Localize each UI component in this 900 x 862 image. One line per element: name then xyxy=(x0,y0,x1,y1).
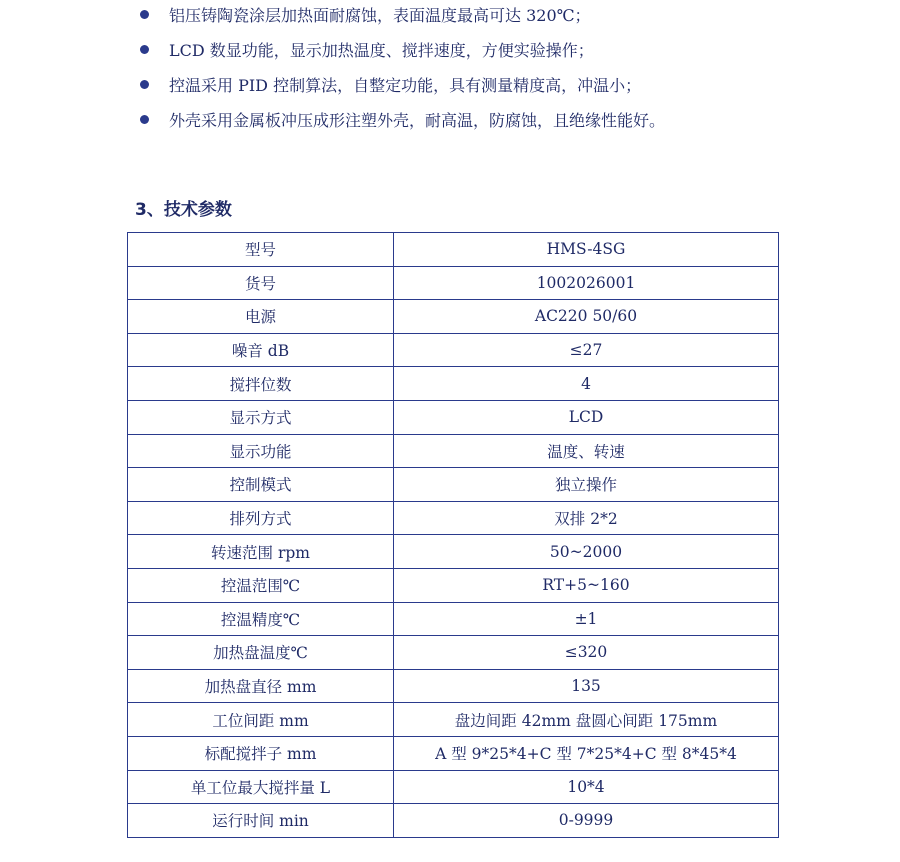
spec-key: 运行时间 min xyxy=(128,804,394,838)
spec-value: 10*4 xyxy=(394,770,779,804)
table-row xyxy=(128,535,779,569)
spec-value: 0-9999 xyxy=(394,804,779,838)
table-row xyxy=(128,468,779,502)
table-row xyxy=(128,333,779,367)
feature-item xyxy=(140,2,591,26)
table-row xyxy=(128,804,779,838)
bullet-dot-icon xyxy=(140,80,149,89)
feature-item xyxy=(140,107,665,131)
feature-text: 外壳采用金属板冲压成形注塑外壳，耐高温，防腐蚀，且绝缘性能好。 xyxy=(169,110,666,130)
spec-key: 噪音 dB xyxy=(128,333,394,367)
spec-value: 50~2000 xyxy=(394,535,779,569)
spec-value: 双排 2*2 xyxy=(394,501,779,535)
table-row xyxy=(128,434,779,468)
table-row xyxy=(128,602,779,636)
spec-key: 控制模式 xyxy=(128,468,394,502)
spec-value: ≤27 xyxy=(394,333,779,367)
spec-value: 盘边间距 42mm 盘圆心间距 175mm xyxy=(394,703,779,737)
table-row xyxy=(128,736,779,770)
spec-value: A 型 9*25*4+C 型 7*25*4+C 型 8*45*4 xyxy=(394,736,779,770)
table-row xyxy=(128,233,779,267)
table-row xyxy=(128,669,779,703)
table-row xyxy=(128,770,779,804)
table-row xyxy=(128,367,779,401)
feature-item xyxy=(140,37,594,61)
spec-key: 显示功能 xyxy=(128,434,394,468)
feature-text: LCD 数显功能，显示加热温度、搅拌速度，方便实验操作； xyxy=(169,40,594,60)
spec-value: HMS-4SG xyxy=(394,233,779,267)
spec-value: 4 xyxy=(394,367,779,401)
table-row xyxy=(128,400,779,434)
spec-value: 1002026001 xyxy=(394,266,779,300)
spec-key: 电源 xyxy=(128,300,394,334)
spec-key: 显示方式 xyxy=(128,400,394,434)
feature-text: 控温采用 PID 控制算法，自整定功能，具有测量精度高，冲温小； xyxy=(169,75,642,95)
spec-key: 加热盘温度℃ xyxy=(128,636,394,670)
spec-value: AC220 50/60 xyxy=(394,300,779,334)
spec-value: ≤320 xyxy=(394,636,779,670)
spec-value: ±1 xyxy=(394,602,779,636)
feature-item xyxy=(140,72,641,96)
spec-key: 转速范围 rpm xyxy=(128,535,394,569)
spec-key: 控温精度℃ xyxy=(128,602,394,636)
table-row xyxy=(128,300,779,334)
spec-value: LCD xyxy=(394,400,779,434)
spec-value: RT+5~160 xyxy=(394,568,779,602)
table-row xyxy=(128,636,779,670)
bullet-dot-icon xyxy=(140,10,149,19)
spec-key: 工位间距 mm xyxy=(128,703,394,737)
spec-key: 货号 xyxy=(128,266,394,300)
spec-key: 型号 xyxy=(128,233,394,267)
spec-key: 加热盘直径 mm xyxy=(128,669,394,703)
spec-value: 135 xyxy=(394,669,779,703)
bullet-dot-icon xyxy=(140,115,149,124)
spec-key: 排列方式 xyxy=(128,501,394,535)
table-row xyxy=(128,501,779,535)
spec-key: 标配搅拌子 mm xyxy=(128,736,394,770)
spec-key: 控温范围℃ xyxy=(128,568,394,602)
section-title: 3、技术参数 xyxy=(135,200,232,220)
spec-key: 单工位最大搅拌量 L xyxy=(128,770,394,804)
spec-value: 独立操作 xyxy=(394,468,779,502)
bullet-dot-icon xyxy=(140,45,149,54)
feature-text: 铝压铸陶瓷涂层加热面耐腐蚀，表面温度最高可达 320℃； xyxy=(169,5,591,25)
spec-table xyxy=(127,232,779,838)
spec-key: 搅拌位数 xyxy=(128,367,394,401)
table-row xyxy=(128,568,779,602)
spec-value: 温度、转速 xyxy=(394,434,779,468)
table-row xyxy=(128,703,779,737)
table-row xyxy=(128,266,779,300)
